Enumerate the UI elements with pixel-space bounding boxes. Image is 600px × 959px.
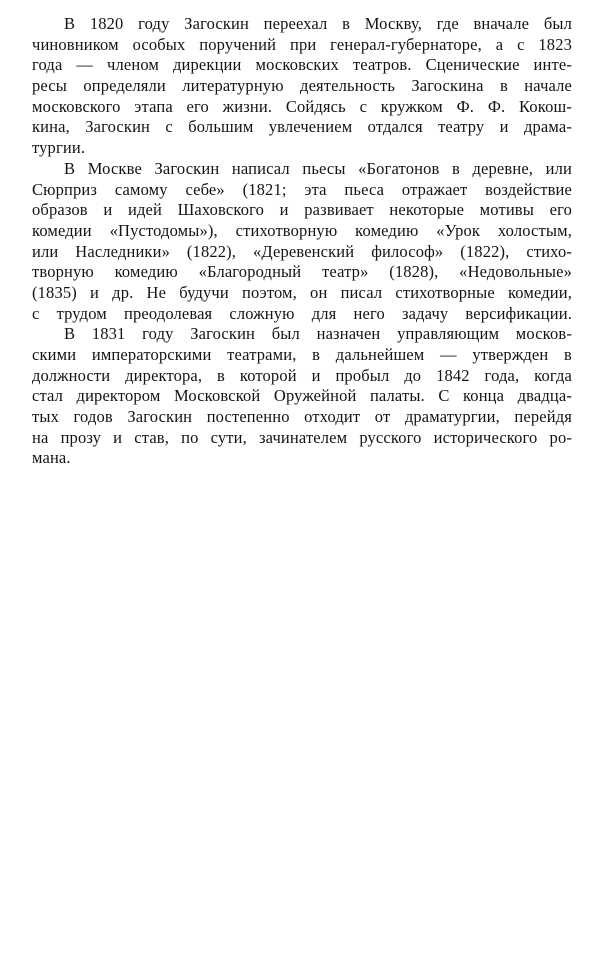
text-line: стал директором Московской Оружейной палаты. С конца двадца- bbox=[32, 386, 572, 406]
paragraph-1 bbox=[32, 14, 572, 159]
text-line: мана. bbox=[32, 448, 71, 468]
text-line: московского этапа его жизни. Сойдясь с кружком Ф. Ф. Кокош- bbox=[32, 96, 572, 116]
paragraph-2 bbox=[32, 159, 572, 325]
text-line: года — членом дирекции московских театров. Сценические инте- bbox=[32, 55, 572, 75]
text-line: образов и идей Шаховского и развивает некоторые мотивы его bbox=[32, 200, 572, 220]
text-line: Сюрприз самому себе» (1821; эта пьеса отражает воздействие bbox=[32, 179, 572, 199]
text-line: кина, Загоскин с большим увлечением отдался театру и драма- bbox=[32, 117, 572, 137]
paragraph-3 bbox=[32, 324, 572, 469]
text-line: должности директора, в которой и пробыл до 1842 года, когда bbox=[32, 365, 572, 385]
text-line: В 1820 году Загоскин переехал в Москву, где вначале был bbox=[64, 14, 572, 33]
text-line: ресы определяли литературную деятельность Загоскина в начале bbox=[32, 76, 572, 96]
text-line: тургии. bbox=[32, 138, 86, 158]
text-line: комедии «Пустодомы»), стихотворную комедию «Урок холостым, bbox=[32, 220, 572, 240]
text-line: на прозу и став, по сути, зачинателем русского исторического ро- bbox=[32, 427, 572, 447]
text-line: тых годов Загоскин постепенно отходит от драматургии, перейдя bbox=[32, 407, 572, 427]
text-line: творную комедию «Благородный театр» (1828), «Недовольные» bbox=[32, 262, 572, 282]
text-line: скими императорскими театрами, в дальнейшем — утвержден в bbox=[32, 345, 572, 364]
text-line: чиновником особых поручений при генерал-губернаторе, а с 1823 bbox=[32, 34, 572, 54]
text-line: с трудом преодолевая сложную для него задачу версификации. bbox=[32, 303, 572, 323]
text-line: В 1831 году Загоскин был назначен управляющим москов- bbox=[64, 324, 572, 344]
text-line: (1835) и др. Не будучи поэтом, он писал стихотворные комедии, bbox=[32, 282, 572, 302]
document-page bbox=[32, 14, 572, 469]
text-line: В Москве Загоскин написал пьесы «Богатонов в деревне, или bbox=[64, 158, 572, 178]
text-line: или Наследники» (1822), «Деревенский философ» (1822), стихо- bbox=[32, 241, 572, 261]
